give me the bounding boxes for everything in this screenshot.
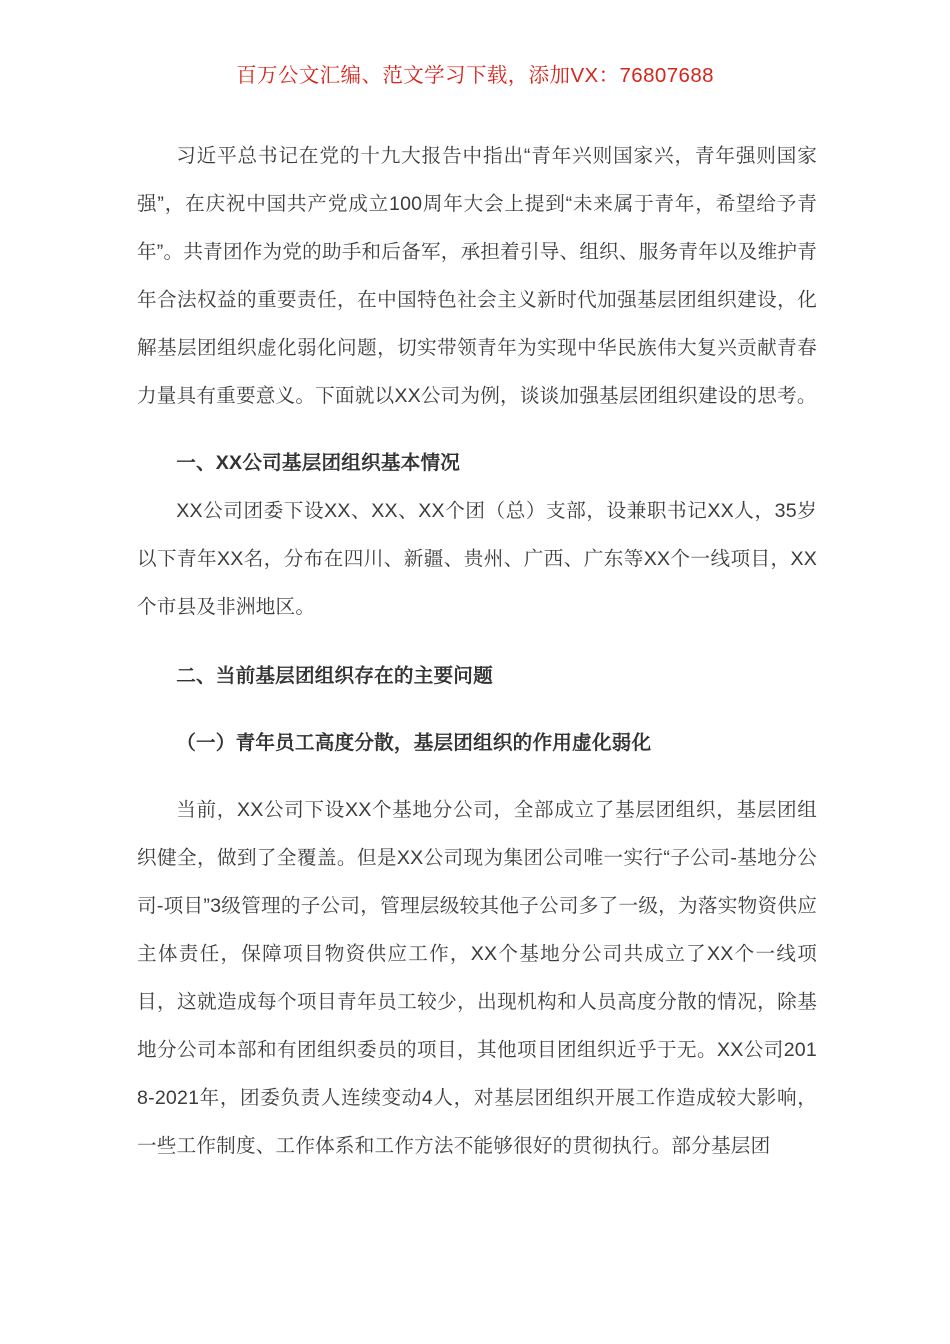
section-one-paragraph: XX公司团委下设XX、XX、XX个团（总）支部，设兼职书记XX人，35岁以下青年XX名，分布在四川、新疆、贵州、广西、广东等XX个一线项目，XX个市县及非洲地区。 — [137, 500, 817, 618]
spacer — [137, 420, 817, 439]
section-heading-two: 二、当前基层团组织存在的主要问题 — [176, 665, 493, 687]
intro-paragraph: 习近平总书记在党的十九大报告中指出“青年兴则国家兴，青年强则国家强”，在庆祝中国共产党成立100周年大会上提到“未来属于青年，希望给予青年”。共青团作为党的助手和后备军，承担着引导、组织、服务青年以及维护青年合法权益的重要责任，在中国特色社会主义新时代加强基层团组织建设，化解基层团组织虚化弱化问题，切实带领青年为实现中华民族伟大复兴贡献青春力量具有重要意义。下面就以XX公司为例，谈谈加强基层团组织建设的思考。 — [137, 145, 817, 407]
subsection-two-one-paragraph: 当前，XX公司下设XX个基地分公司，全部成立了基层团组织，基层团组织健全，做到了全覆盖。但是XX公司现为集团公司唯一实行“子公司-基地分公司-项目”3级管理的子公司，管理层级较其他子公司多了一级，为落实物资供应主体责任，保障项目物资供应工作，XX个基地分公司共成立了XX个一线项目，这就造成每个项目青年员工较少，出现机构和人员高度分散的情况，除基地分公司本部和有团组织委员的项目，其他项目团组织近乎于无。XX公司2018-2021年，团委负责人连续变动4人，对基层团组织开展工作造成较大影响，一些工作制度、工作体系和工作方法不能够很好的贯彻执行。部分基层团 — [137, 799, 817, 1157]
subsection-heading-two-one: （一）青年员工高度分散，基层团组织的作用虚化弱化 — [176, 732, 652, 754]
document-body — [137, 132, 817, 1170]
spacer — [137, 767, 817, 786]
section-heading-one: 一、XX公司基层团组织基本情况 — [176, 452, 461, 474]
spacer — [137, 631, 817, 652]
promo-header-text: 百万公文汇编、范文学习下载，添加VX：76807688 — [236, 64, 714, 87]
spacer — [137, 700, 817, 719]
